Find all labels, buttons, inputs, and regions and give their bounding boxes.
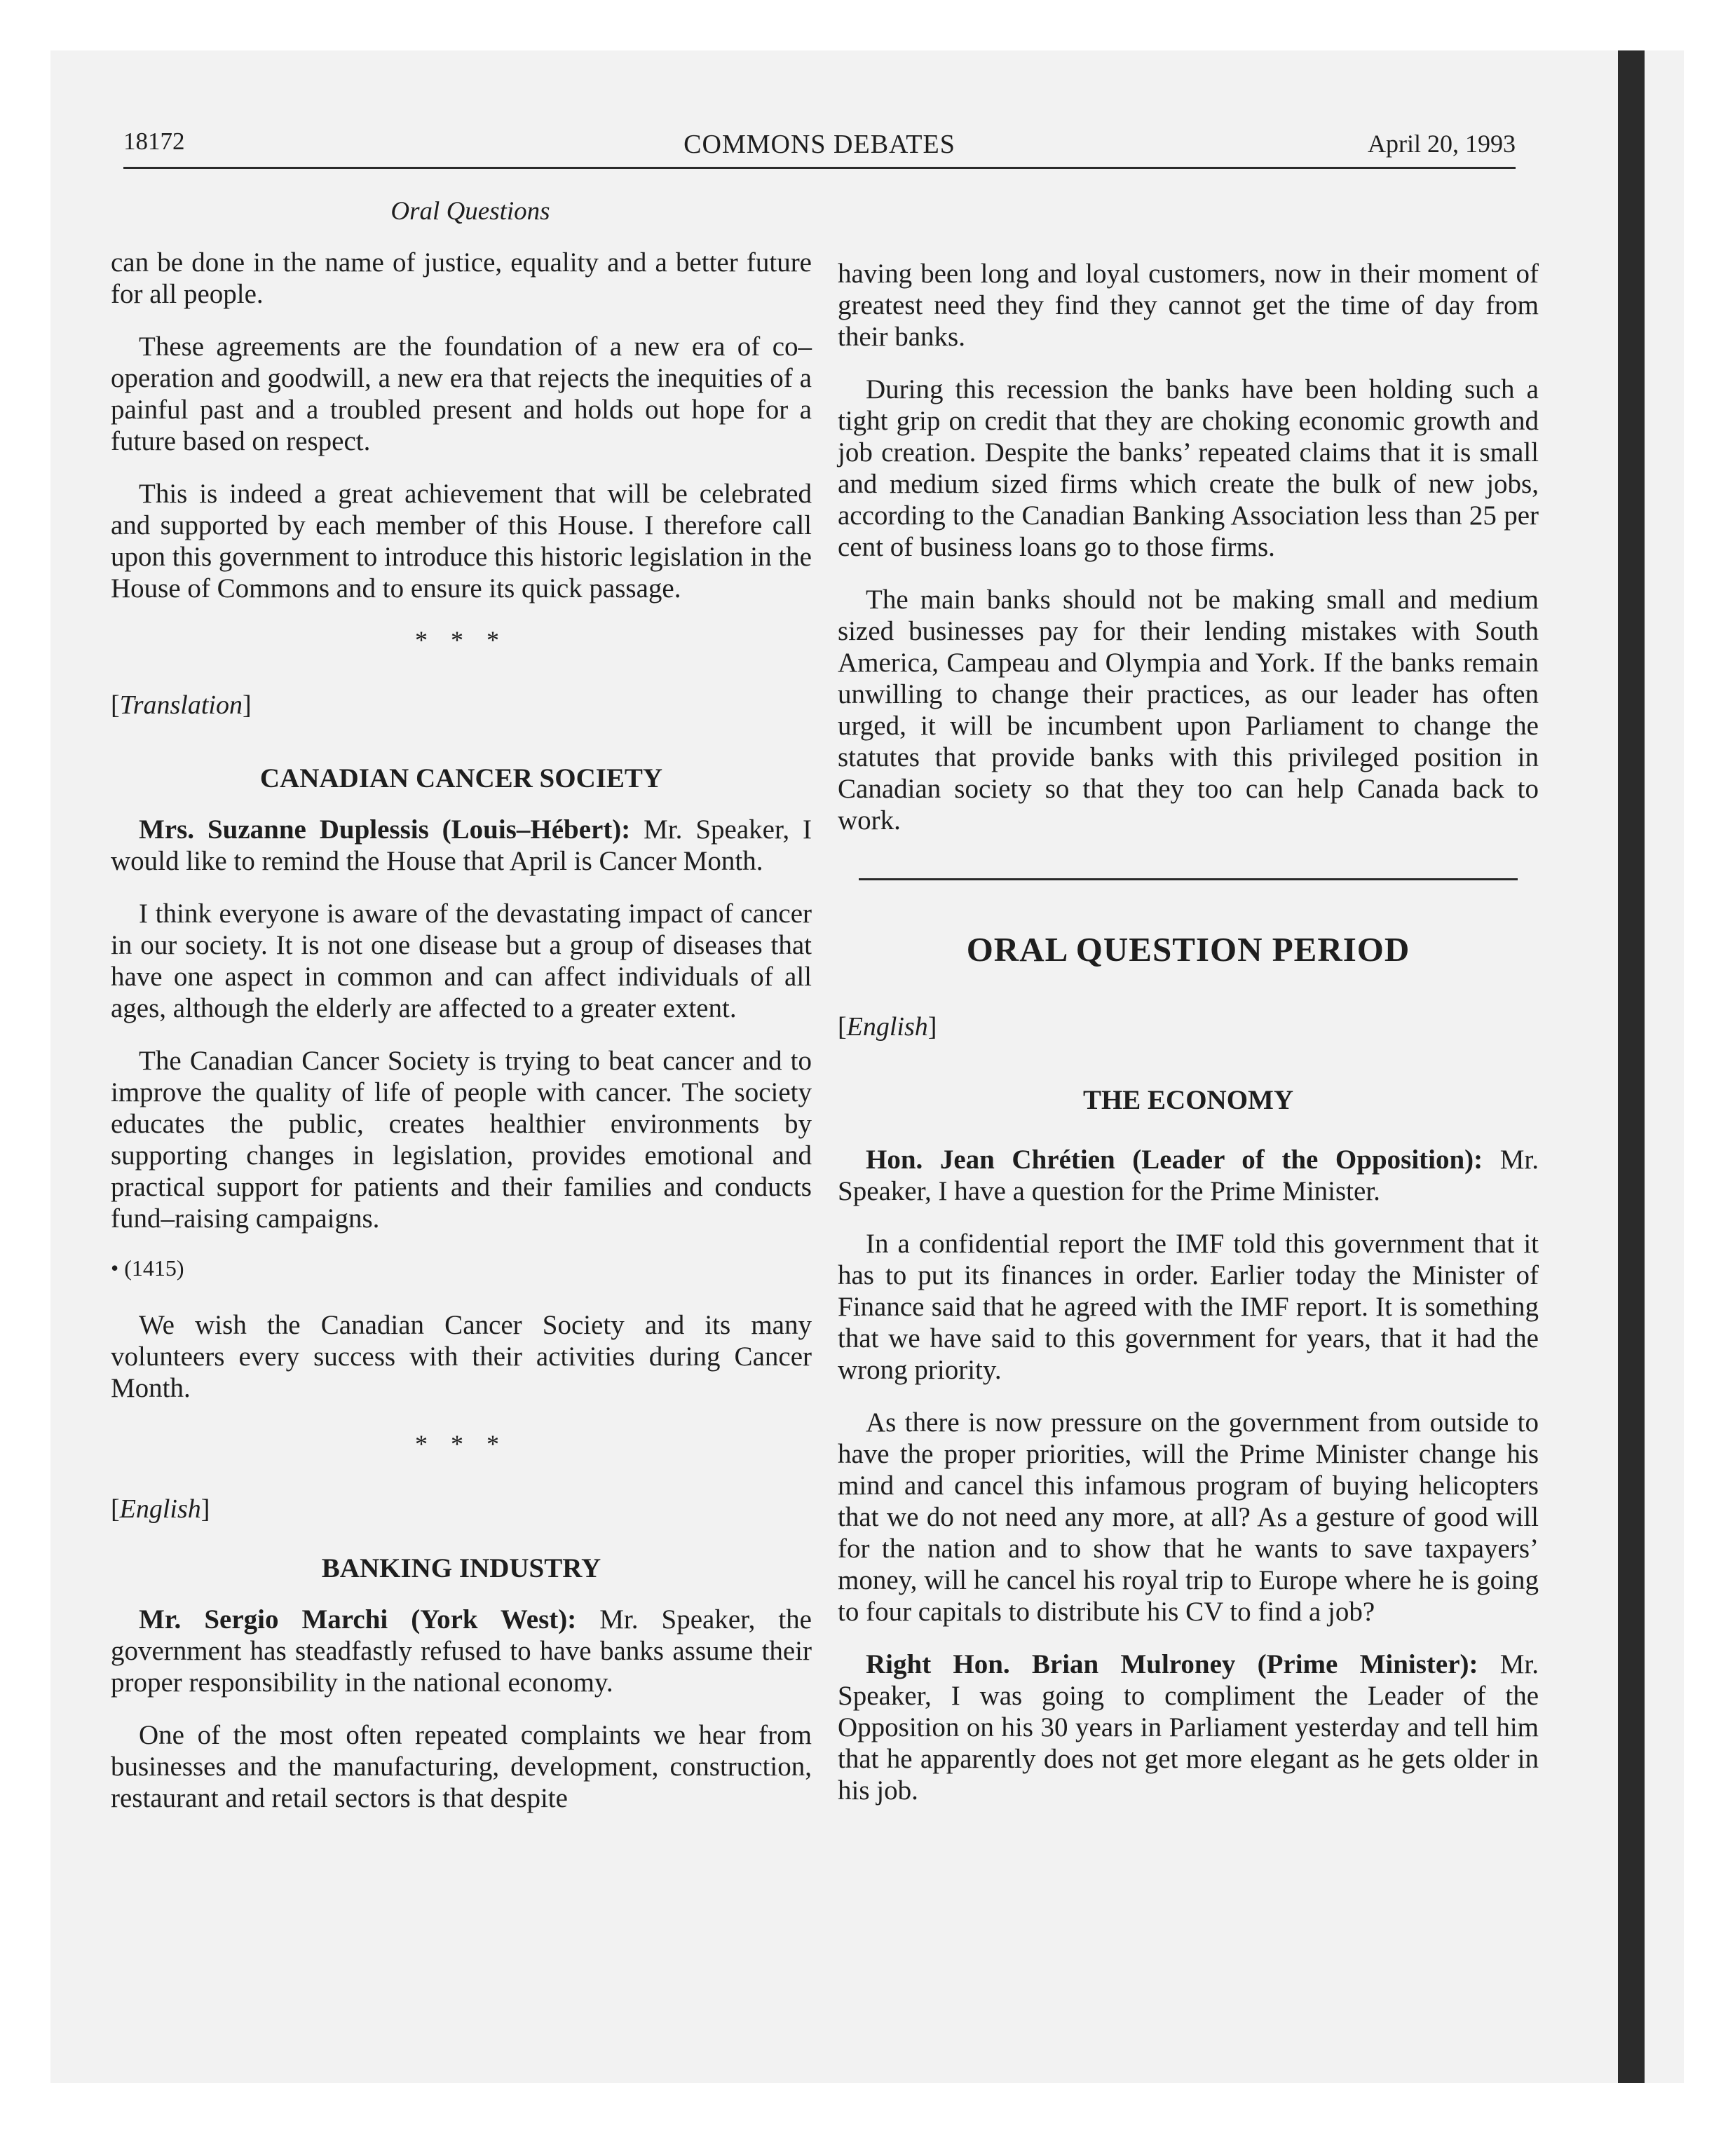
speech-text: Mr. Speaker, I was going to compliment the Leader of the Opposition on his 30 years in Parliament yesterday and tell him that he apparently does not get more elegant as he gets older in his job. — [838, 1649, 1539, 1806]
major-heading: ORAL QUESTION PERIOD — [966, 930, 1410, 969]
paragraph — [838, 1649, 1539, 1806]
paragraph: This is indeed a great achievement that will be celebrated and supported by each member of this House. I therefore call upon this government to introduce this historic legislation in the House of Commons and to ensure its quick passage. — [111, 479, 812, 603]
language-marker: [English] — [111, 1494, 210, 1524]
publication-date: April 20, 1993 — [1368, 130, 1516, 158]
paragraph — [838, 1144, 1539, 1207]
speech-text: Mr. Speaker, I would like to remind the House that April is Cancer Month. — [111, 814, 812, 876]
speech-text: Mr. Speaker, I have a question for the Prime Minister. — [838, 1145, 1539, 1206]
section-heading: CANADIAN CANCER SOCIETY — [259, 763, 663, 793]
paragraph: having been long and loyal customers, now in their moment of greatest need they find they cannot get the time of day from their banks. — [838, 259, 1539, 352]
right-column — [838, 258, 1539, 1827]
paragraph: We wish the Canadian Cancer Society and its many volunteers every success with their activities during Cancer Month. — [111, 1310, 812, 1403]
page-header — [123, 128, 1516, 169]
speaker-name: Mrs. Suzanne Duplessis (Louis–Hébert): — [139, 814, 631, 845]
language-label: English — [119, 1494, 201, 1524]
paragraph: I think everyone is aware of the devastating impact of cancer in our society. It is not one disease but a group of diseases that have one aspect in common and can affect individuals of all ages, although the elderly are affected to a greater extent. — [111, 899, 812, 1023]
paragraph: As there is now pressure on the government from outside to have the proper priorities, will the Prime Minister change his mind and cancel this infamous program of buying helicopters that we do not need any more, at all? As a gesture of good will for the nation and to show that he wants to save taxpayers’ money, will he cancel his royal trip to Europe where he is going to four capitals to distribute his CV to find a job? — [838, 1407, 1539, 1627]
horizontal-rule — [859, 878, 1518, 880]
paragraph: These agreements are the foundation of a new era of co–operation and goodwill, a new era that rejects the inequities of a painful past and a troubled present and holds out hope for a future based on respect. — [111, 332, 812, 456]
publication-title: COMMONS DEBATES — [683, 130, 955, 159]
section-heading: BANKING INDUSTRY — [321, 1553, 601, 1583]
section-separator: * * * — [415, 1430, 508, 1458]
section-label: Oral Questions — [390, 197, 550, 226]
speaker-name: Mr. Sergio Marchi (York West): — [139, 1604, 577, 1635]
language-label: English — [846, 1012, 928, 1042]
section-heading: THE ECONOMY — [1082, 1085, 1294, 1115]
paragraph: One of the most often repeated complaints we hear from businesses and the manufacturing, development, construction, restaurant and retail sectors is that despite — [111, 1720, 812, 1813]
page-number: 18172 — [123, 128, 185, 155]
scan-edge-shadow — [1618, 50, 1645, 2083]
speaker-name: Hon. Jean Chrétien (Leader of the Opposition): — [866, 1145, 1483, 1175]
paragraph — [111, 814, 812, 877]
paragraph: During this recession the banks have been holding such a tight grip on credit that they are choking economic growth and job creation. Despite the banks’ repeated claims that it is small and medium sized firms which create the bulk of new jobs, according to the Canadian Banking Association less than 25 per cent of business loans go to those firms. — [838, 374, 1539, 562]
paragraph: can be done in the name of justice, equality and a better future for all people. — [111, 247, 812, 309]
speaker-name: Right Hon. Brian Mulroney (Prime Minister): — [866, 1649, 1478, 1679]
time-marker: • (1415) — [111, 1255, 184, 1281]
paragraph: In a confidential report the IMF told this government that it has to put its finances in order. Earlier today the Minister of Finance said that he agreed with the IMF report. It is something that we have said to this government for years, that it had the wrong priority. — [838, 1229, 1539, 1385]
section-separator: * * * — [415, 626, 508, 654]
speech-text: Mr. Speaker, the government has steadfastly refused to have banks assume their proper responsibility in the national economy. — [111, 1604, 812, 1698]
paragraph — [111, 1604, 812, 1698]
paragraph: The Canadian Cancer Society is trying to beat cancer and to improve the quality of life of people with cancer. The society educates the public, creates healthier environments by supporting changes in legislation, provides emotional and practical support for patients and their families and conducts fund–raising campaigns. — [111, 1046, 812, 1234]
paragraph: The main banks should not be making small and medium sized businesses pay for their lending mistakes with South America, Campeau and Olympia and York. If the banks remain unwilling to change their practices, as our leader has often urged, it will be incumbent upon Parliament to change the statutes that provide banks with this privileged position in Canadian society so that they too can help Canada back to work. — [838, 585, 1539, 835]
language-marker: [English] — [838, 1012, 937, 1042]
language-marker: [Translation] — [111, 690, 252, 720]
left-column — [111, 247, 812, 1835]
language-label: Translation — [119, 690, 243, 720]
